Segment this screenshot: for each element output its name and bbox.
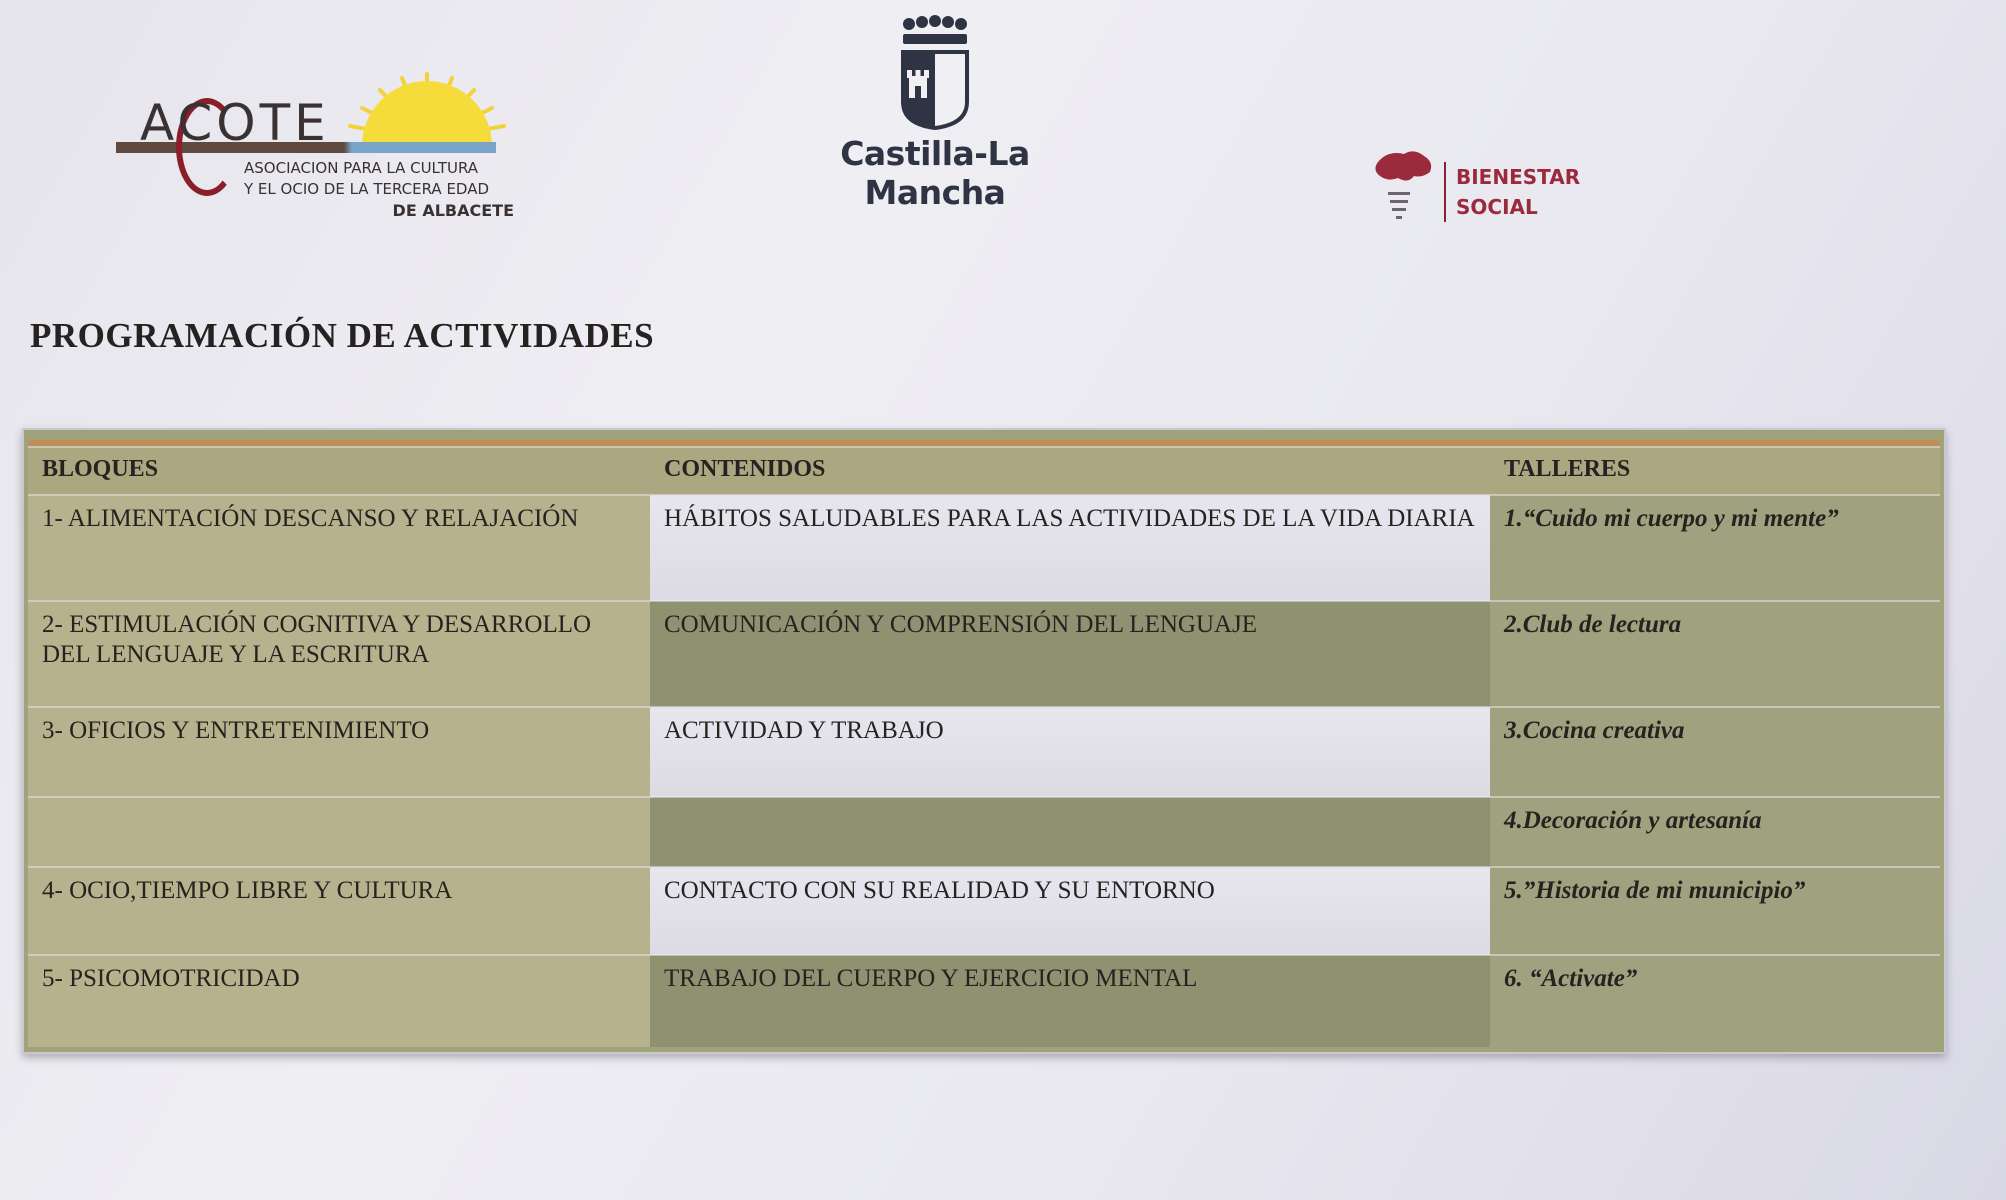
bienestar-line1: BIENESTAR — [1456, 165, 1581, 189]
activities-table — [28, 446, 1940, 1047]
bienestar-separator — [1444, 162, 1446, 222]
cell-contenido: CONTACTO CON SU REALIDAD Y SU ENTORNO — [650, 867, 1490, 955]
table-row — [28, 867, 1940, 955]
acote-line2: Y EL OCIO DE LA TERCERA EDAD — [244, 180, 490, 198]
cell-taller: 3.Cocina creativa — [1490, 707, 1940, 797]
bienestar-social-logo — [1370, 148, 1581, 240]
acote-wordmark: ACOTE — [140, 94, 330, 152]
cell-contenido: HÁBITOS SALUDABLES PARA LAS ACTIVIDADES DE LA VIDA DIARIA — [650, 495, 1490, 601]
table-row — [28, 601, 1940, 707]
page-title: PROGRAMACIÓN DE ACTIVIDADES — [30, 316, 655, 355]
cell-contenido: TRABAJO DEL CUERPO Y EJERCICIO MENTAL — [650, 955, 1490, 1047]
column-header-contenidos: CONTENIDOS — [650, 447, 1490, 495]
cell-contenido: COMUNICACIÓN Y COMPRENSIÓN DEL LENGUAJE — [650, 601, 1490, 707]
acote-line3: DE ALBACETE — [392, 201, 514, 220]
table-row — [28, 797, 1940, 867]
bienestar-social-wordmark — [1456, 162, 1580, 222]
table-row — [28, 955, 1940, 1047]
cell-contenido: ACTIVIDAD Y TRABAJO — [650, 707, 1490, 797]
acote-logo — [110, 68, 514, 228]
castilla-la-mancha-wordmark: Castilla-La Mancha — [840, 134, 1030, 212]
castilla-la-mancha-logo — [770, 14, 1100, 212]
cell-bloque: 4- OCIO,TIEMPO LIBRE Y CULTURA — [28, 867, 650, 955]
activities-table-frame — [22, 428, 1946, 1054]
cell-taller: 1.“Cuido mi cuerpo y mi mente” — [1490, 495, 1940, 601]
cell-bloque — [28, 797, 650, 867]
cell-bloque: 5- PSICOMOTRICIDAD — [28, 955, 650, 1047]
acote-subtitle — [244, 158, 514, 221]
cell-taller: 4.Decoración y artesanía — [1490, 797, 1940, 867]
cell-bloque: 2- ESTIMULACIÓN COGNITIVA Y DESARROLLO DEL LENGUAJE Y LA ESCRITURA — [28, 601, 650, 707]
column-header-bloques: BLOQUES — [28, 447, 650, 495]
table-row — [28, 495, 1940, 601]
acote-line1: ASOCIACION PARA LA CULTURA — [244, 159, 479, 177]
sun-icon — [342, 68, 512, 146]
column-header-talleres: TALLERES — [1490, 447, 1940, 495]
bienestar-line2: SOCIAL — [1456, 195, 1538, 219]
region-map-icon — [1370, 148, 1436, 238]
table-row — [28, 707, 1940, 797]
cell-taller: 2.Club de lectura — [1490, 601, 1940, 707]
coat-of-arms-icon — [895, 14, 975, 134]
cell-bloque: 3- OFICIOS Y ENTRETENIMIENTO — [28, 707, 650, 797]
cell-bloque: 1- ALIMENTACIÓN DESCANSO Y RELAJACIÓN — [28, 495, 650, 601]
cell-taller: 6. “Activate” — [1490, 955, 1940, 1047]
table-header-row — [28, 447, 1940, 495]
cell-contenido — [650, 797, 1490, 867]
cell-taller: 5.”Historia de mi municipio” — [1490, 867, 1940, 955]
